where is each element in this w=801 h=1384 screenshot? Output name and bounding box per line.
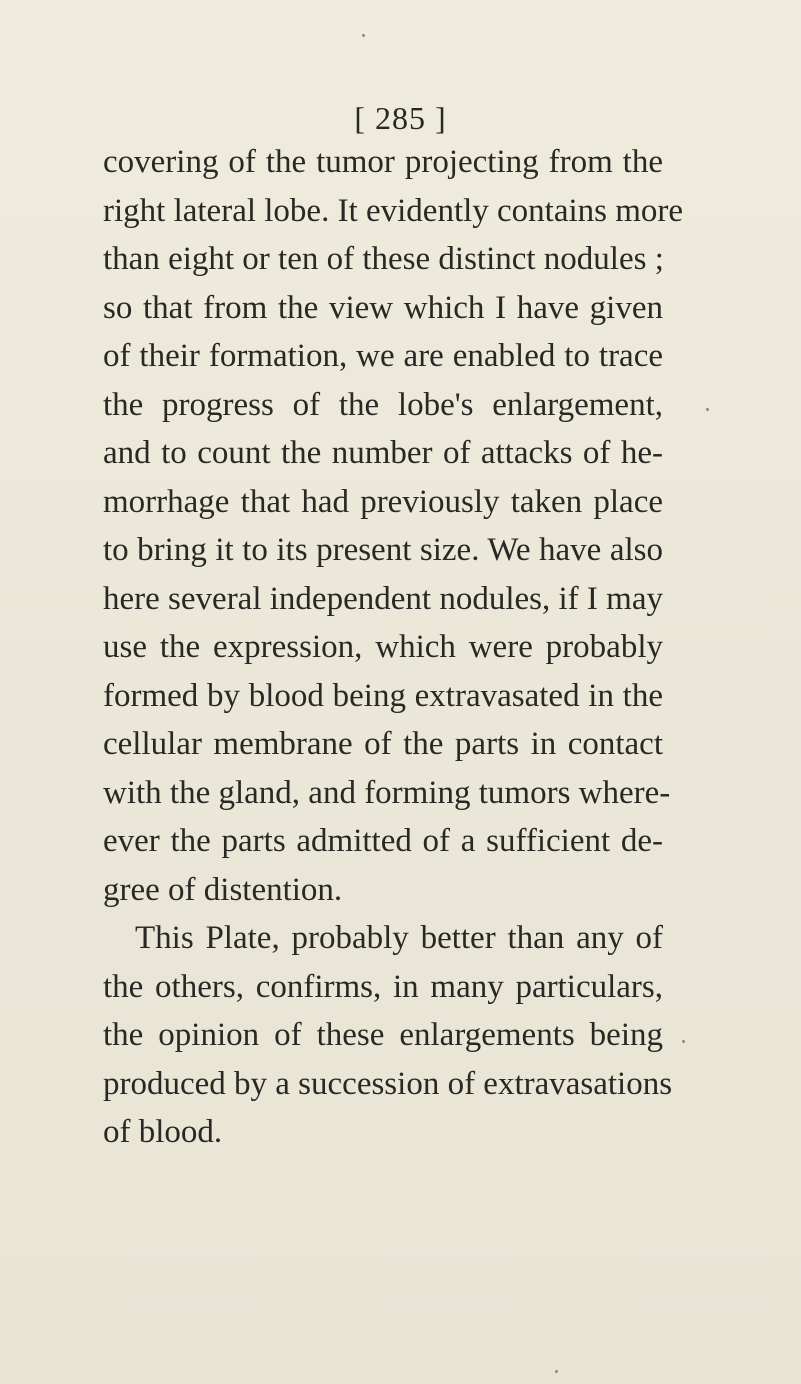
text-line: cellular membrane of the parts in contact (103, 726, 663, 762)
text-line: with the gland, and forming tumors where- (103, 774, 671, 811)
paper-speck (362, 34, 365, 37)
text-line: of their formation, we are enabled to trace (103, 338, 663, 374)
text-line: formed by blood being extravasated in the (103, 677, 663, 714)
text-line: the progress of the lobe's enlargement, (103, 386, 663, 423)
text-line: the others, confirms, in many particulars, (103, 968, 663, 1005)
text-line: and to count the number of attacks of he- (103, 435, 663, 471)
paper-speck (555, 1370, 558, 1373)
paper-speck (682, 1040, 685, 1043)
text-line: gree of distention. (103, 871, 343, 908)
paper-speck (706, 408, 709, 411)
text-line: the opinion of these enlargements being (103, 1017, 663, 1053)
page-number: [ 285 ] (354, 100, 447, 136)
text-line: here several independent nodules, if I may (103, 580, 663, 617)
text-line: morrhage that had previously taken place (103, 483, 663, 520)
text-line: of blood. (103, 1114, 223, 1150)
text-line: so that from the view which I have given (103, 289, 663, 326)
text-line: use the expression, which were probably (103, 629, 663, 665)
text-line: right lateral lobe. It evidently contains more (103, 192, 684, 229)
text-line: ever the parts admitted of a sufficient de- (103, 823, 663, 859)
text-line: covering of the tumor projecting from the (103, 144, 663, 180)
page-body (103, 138, 684, 1157)
text-line: than eight or ten of these distinct nodules ; (103, 241, 664, 277)
paragraph-start-line: This Plate, probably better than any of (135, 920, 663, 956)
text-line: to bring it to its present size. We have also (103, 532, 663, 568)
text-line: produced by a succession of extravasations (103, 1065, 673, 1102)
